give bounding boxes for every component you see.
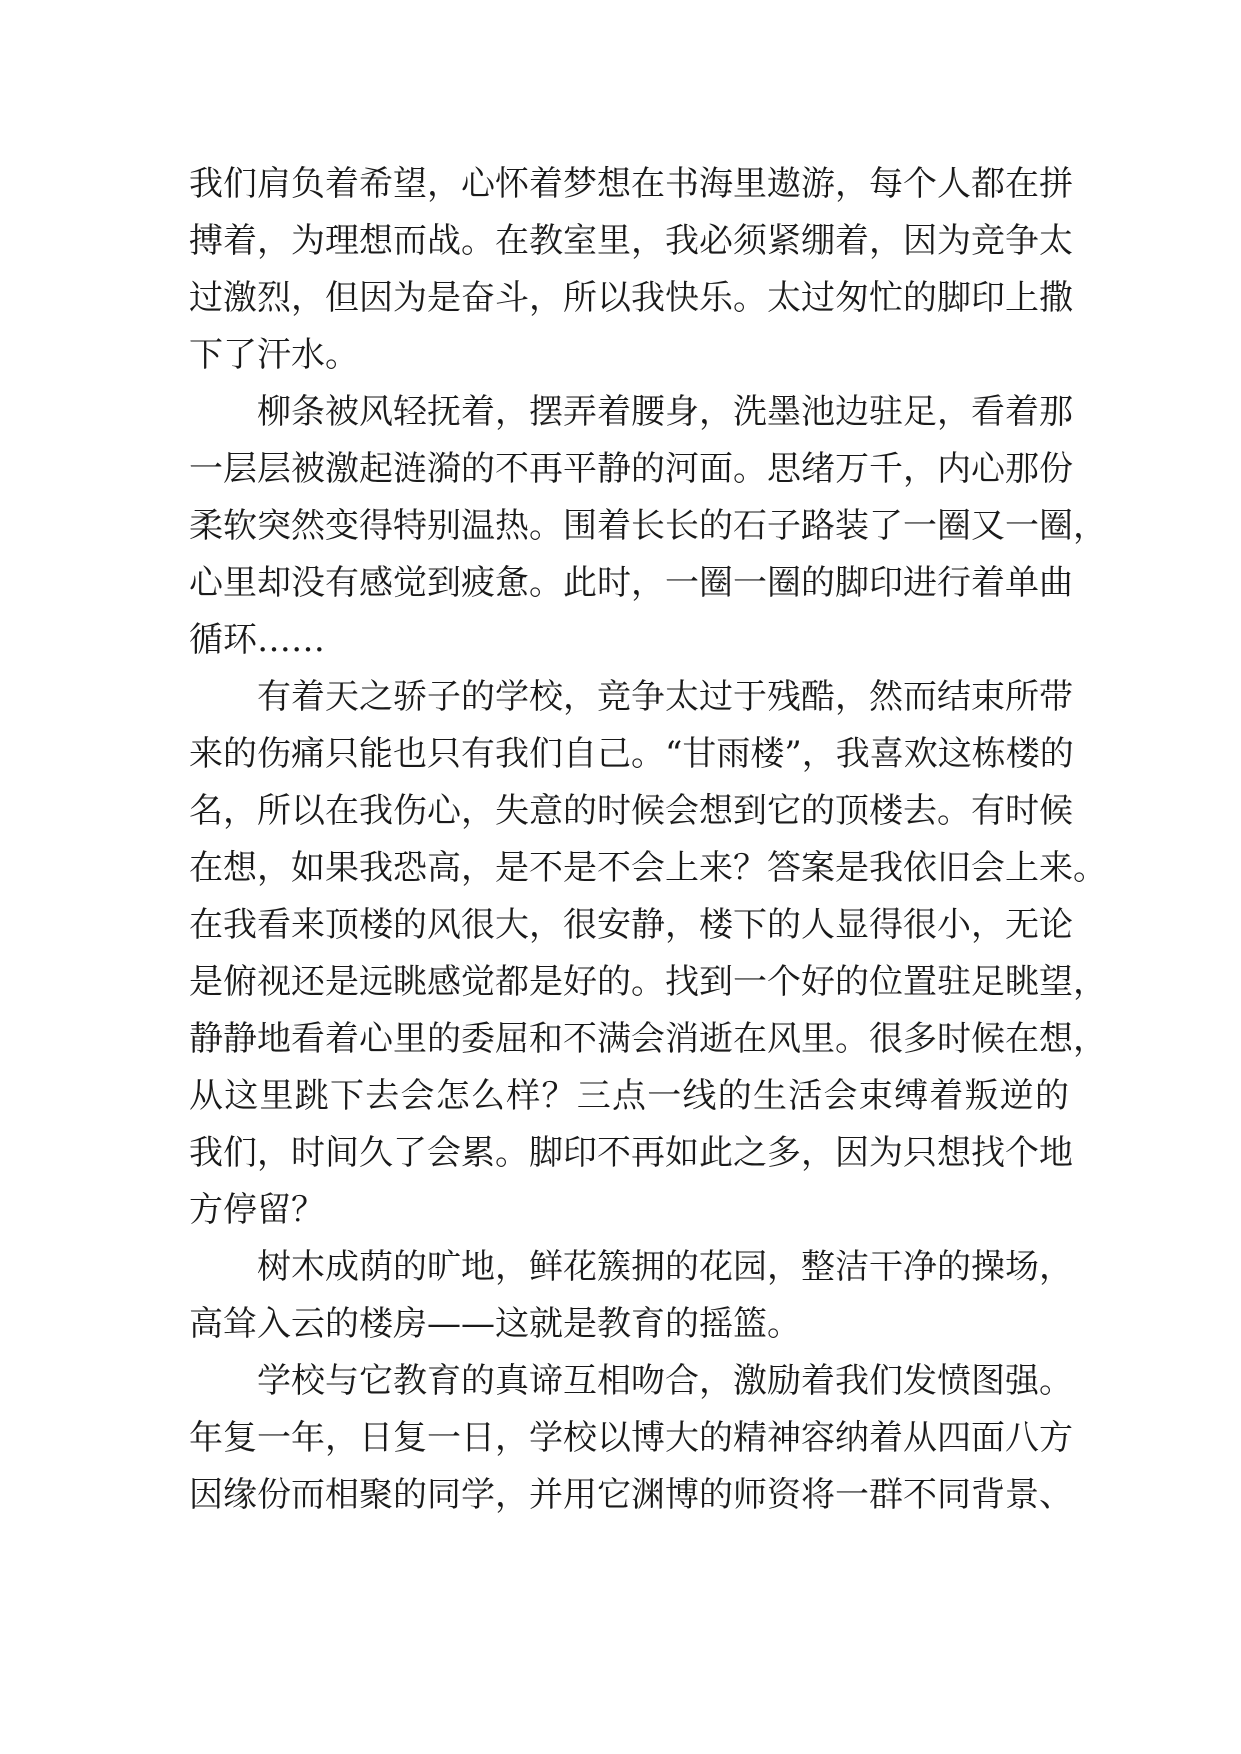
text-line: 心里却没有感觉到疲惫。此时，一圈一圈的脚印进行着单曲 xyxy=(189,563,1073,603)
text-line: 静静地看着心里的委屈和不满会消逝在风里。很多时候在想， xyxy=(189,1019,1107,1059)
text-line: 因缘份而相聚的同学，并用它渊博的师资将一群不同背景、 xyxy=(189,1475,1073,1515)
text-line: 柔软突然变得特别温热。围着长长的石子路装了一圈又一圈， xyxy=(189,506,1107,546)
text-line: 我们肩负着希望，心怀着梦想在书海里遨游，每个人都在拼 xyxy=(189,164,1073,204)
text-line: 是俯视还是远眺感觉都是好的。找到一个好的位置驻足眺望， xyxy=(189,962,1107,1002)
text-line: 来的伤痛只能也只有我们自己。“甘雨楼”，我喜欢这栋楼的 xyxy=(189,734,1074,774)
body-text xyxy=(189,156,1107,1524)
text-line: 搏着，为理想而战。在教室里，我必须紧绷着，因为竞争太 xyxy=(189,221,1073,261)
text-line: 从这里跳下去会怎么样？三点一线的生活会束缚着叛逆的 xyxy=(189,1076,1069,1116)
text-line: 有着天之骄子的学校，竞争太过于残酷，然而结束所带 xyxy=(257,677,1073,717)
text-line: 下了汗水。 xyxy=(189,335,359,375)
text-line: 高耸入云的楼房——这就是教育的摇篮。 xyxy=(189,1304,801,1344)
text-line: 在我看来顶楼的风很大，很安静，楼下的人显得很小，无论 xyxy=(189,905,1073,945)
text-line: 名，所以在我伤心，失意的时候会想到它的顶楼去。有时候 xyxy=(189,791,1073,831)
text-line: 学校与它教育的真谛互相吻合，激励着我们发愤图强。 xyxy=(257,1361,1073,1401)
text-line: 我们，时间久了会累。脚印不再如此之多，因为只想找个地 xyxy=(189,1133,1073,1173)
text-line: 循环…… xyxy=(189,620,325,660)
text-line: 过激烈，但因为是奋斗，所以我快乐。太过匆忙的脚印上撒 xyxy=(189,278,1073,318)
text-line: 年复一年，日复一日，学校以博大的精神容纳着从四面八方 xyxy=(189,1418,1073,1458)
text-line: 柳条被风轻抚着，摆弄着腰身，洗墨池边驻足，看着那 xyxy=(257,392,1073,432)
text-line: 一层层被激起涟漪的不再平静的河面。思绪万千，内心那份 xyxy=(189,449,1073,489)
text-line: 在想，如果我恐高，是不是不会上来？答案是我依旧会上来。 xyxy=(189,848,1107,888)
text-line: 方停留？ xyxy=(189,1190,325,1230)
text-line: 树木成荫的旷地，鲜花簇拥的花园，整洁干净的操场， xyxy=(257,1247,1073,1287)
